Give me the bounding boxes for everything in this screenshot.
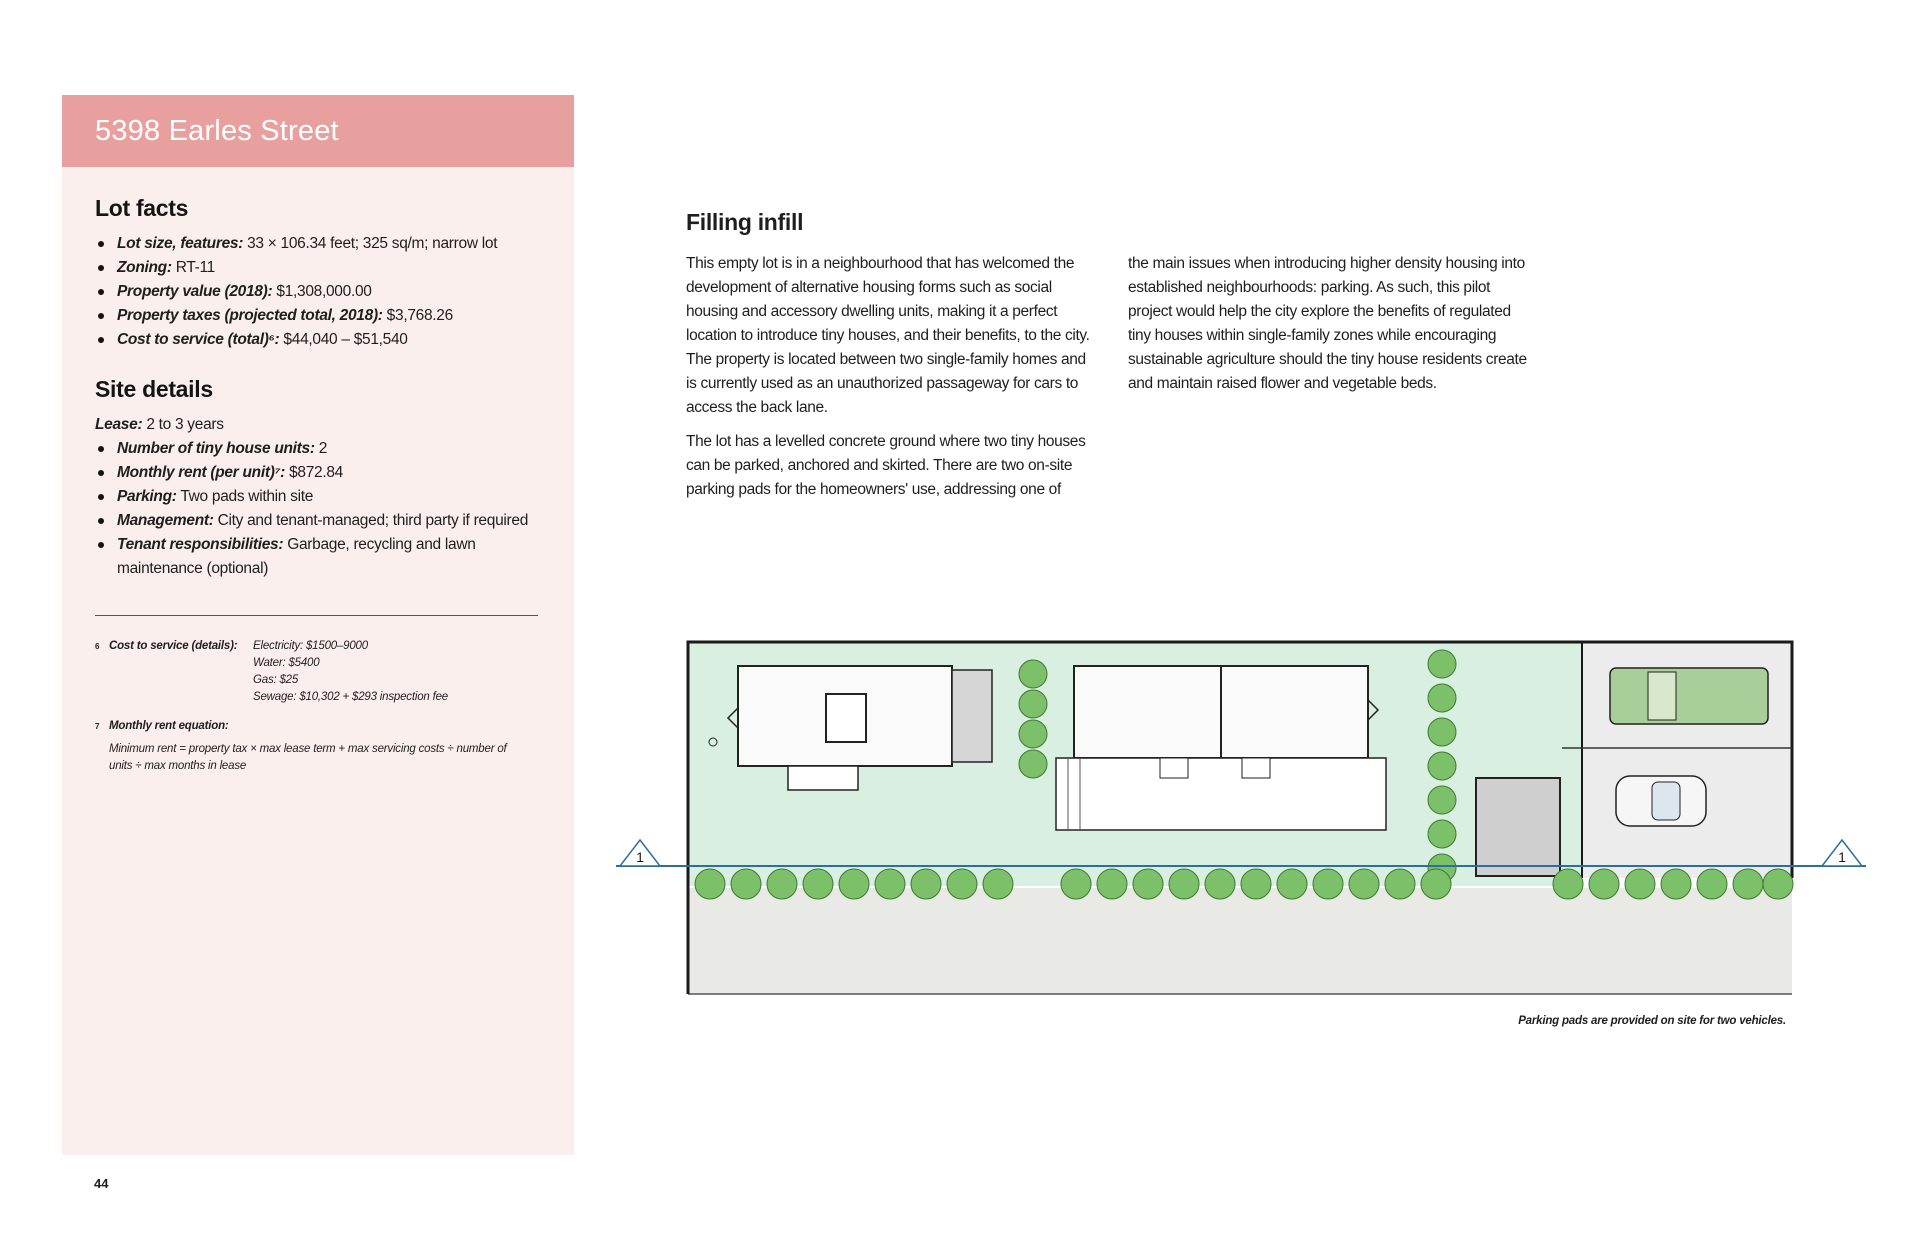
section-marker-right (1822, 840, 1862, 866)
parked-truck (1610, 668, 1768, 724)
section-marker-label: 1 (636, 849, 644, 865)
fact-value: $3,768.26 (382, 307, 453, 324)
site-details-list (95, 437, 543, 581)
paragraph: the main issues when introducing higher density housing into established neighbourhoods: parking. As such, this pilot project would help the city explore the benefits of regulated tiny houses within single-family zones while encouraging sustainable agriculture should the tiny house residents create and maintain raised flower and vegetable beds. (1128, 255, 1527, 392)
list-item (95, 232, 543, 256)
detail-value: City and tenant-managed; third party if required (213, 512, 529, 529)
fact-value: RT-11 (171, 259, 216, 276)
detail-value: Two pads within site (176, 488, 314, 505)
footnote-number: 7 (95, 722, 100, 731)
address-title: 5398 Earles Street (95, 114, 339, 147)
fact-label: Lot size, features: (117, 235, 244, 252)
address-header (62, 95, 574, 167)
section-title: Filling infill (686, 209, 804, 235)
detail-value: $872.84 (285, 464, 343, 481)
rent-equation: Minimum rent = property tax × max lease term + max servicing costs ÷ number of units ÷ max months in lease (109, 743, 507, 772)
list-item (95, 437, 543, 461)
fact-label: Property taxes (projected total, 2018): (117, 307, 383, 324)
footnote-number: 6 (95, 642, 100, 651)
footnotes (95, 638, 543, 775)
lot-facts-heading: Lot facts (95, 195, 189, 221)
paragraph: The lot has a levelled concrete ground where two tiny houses can be parked, anchored and skirted. There are two on-site parking pads for the homeowners' use, addressing one of (686, 433, 1086, 498)
footnote-7 (95, 718, 543, 735)
tiny-house-2 (1056, 666, 1386, 830)
lot-facts-list (95, 232, 543, 352)
footnote-6 (95, 638, 543, 706)
site-plan-illustration (612, 630, 1872, 1000)
lease-label: Lease: (95, 416, 143, 433)
fact-label: Cost to service (total)⁶: (117, 331, 280, 348)
detail-label: Tenant responsibilities: (117, 536, 284, 553)
list-item (95, 509, 543, 533)
detail-label: Monthly rent (per unit)⁷: (117, 464, 286, 481)
street-area (688, 888, 1792, 994)
sidebar-panel (62, 95, 574, 1155)
list-item (95, 328, 543, 352)
footnote-title: Monthly rent equation: (109, 720, 229, 732)
footnote-divider (95, 615, 538, 616)
parked-car (1616, 776, 1706, 826)
lease-value: 2 to 3 years (142, 416, 224, 433)
detail-label: Parking: (117, 488, 177, 505)
fact-value: $1,308,000.00 (272, 283, 372, 300)
list-item (95, 533, 543, 581)
detail-water: Water: $5400 (253, 657, 320, 669)
detail-gas: Gas: $25 (253, 674, 299, 686)
fact-label: Property value (2018): (117, 283, 273, 300)
footnote-title: Cost to service (details): (109, 640, 238, 652)
storage-shed (1476, 778, 1560, 876)
cost-details (253, 638, 448, 706)
section-marker-label: 1 (1838, 849, 1846, 865)
detail-sewage: Sewage: $10,302 + $293 inspection fee (253, 691, 448, 703)
detail-label: Number of tiny house units: (117, 440, 315, 457)
sidebar-content (95, 195, 543, 775)
list-item (95, 304, 543, 328)
detail-electricity: Electricity: $1500–9000 (253, 640, 368, 652)
section-marker-left (620, 840, 660, 866)
figure-caption: Parking pads are provided on site for two vehicles. (1518, 1015, 1786, 1027)
list-item (95, 256, 543, 280)
paragraph: This empty lot is in a neighbourhood that has welcomed the development of alternative housing forms such as social housing and accessory dwelling units, making it a perfect location to introduce tiny houses, and their benefits, to the city. The property is located between two single-family homes and is currently used as an unauthorized passageway for cars to access the back lane. (686, 255, 1090, 416)
site-details-heading: Site details (95, 376, 213, 402)
body-column-1 (686, 252, 1091, 512)
detail-label: Management: (117, 512, 214, 529)
detail-value: 2 (314, 440, 328, 457)
list-item (95, 280, 543, 304)
list-item (95, 485, 543, 509)
page-number: 44 (94, 1176, 109, 1191)
detail-value: Garbage, recycling and lawn maintenance (optional) (117, 536, 476, 577)
fact-value: 33 × 106.34 feet; 325 sq/m; narrow lot (243, 235, 498, 252)
lease-line (95, 413, 543, 437)
list-item (95, 461, 543, 485)
body-column-2 (1128, 252, 1533, 406)
fact-label: Zoning: (117, 259, 172, 276)
fact-value: $44,040 – $51,540 (279, 331, 408, 348)
